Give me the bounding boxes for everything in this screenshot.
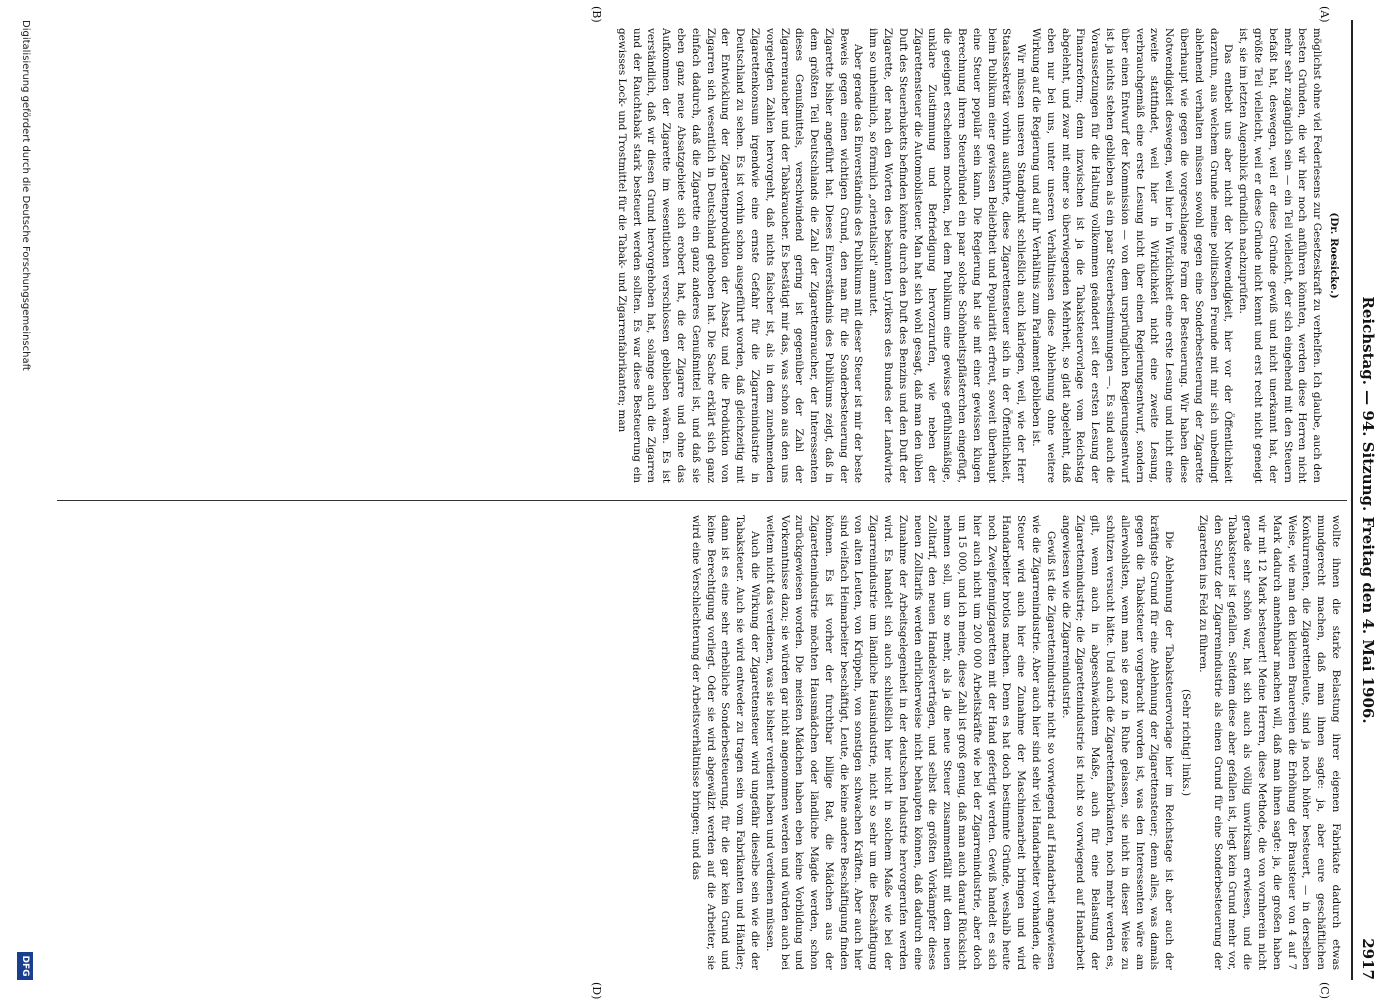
footer-credit: Digitalisierung gefördert durch die Deutsche Forschungsgemeinschaft: [20, 20, 31, 371]
margin-mark-d: (D): [590, 982, 603, 1000]
footer: [13, 0, 35, 1000]
left-column: [63, 28, 1343, 483]
margin-mark-c: (C): [1318, 982, 1331, 999]
header-rule: [1351, 20, 1353, 980]
paragraph: Die Ablehnung der Tabaksteuervorlage hier im Reichstage ist aber auch der kräftigste Grund für eine Ablehnung der Zigarettensteuer; denn alles, was damals gegen die Tabaksteuer vorgebracht worden ist, was den Interessenten wäre am allerwohlsten, wenn man sie ganz in Ruhe gelassen, sie nicht in dieser Weise zu schützen versucht hätte. Und auch die Zigarettenfabrikanten, noch mehr werden es, gilt, wenn auch in abgeschwächtem Maße, auch für eine Belastung der Zigarettenindustrie; die Zigarettenindustrie ist nicht so vorwiegend auf Handarbeit angewiesen wie die Zigarrenindustrie.: [1059, 515, 1176, 970]
margin-mark-a: (A): [1318, 6, 1331, 23]
page-number: 2917: [1359, 938, 1377, 980]
paragraph: möglichst ohne viel Federlesens zur Gesetzeskraft zu verhelfen. Ich glaube, auch den besten Gründen, die wir hier noch anführen könnten, werden diese Herren nicht mehr sehr zugänglich sein — ein Teil vielleicht, der sich eingehend mit den Steuern befaßt hat, deswegen, weil er diese Gründe gewiß und nicht unerkannt hat, der größte Teil vielleicht, weil er diese Gründe nicht kennt und erst recht nicht geneigt ist, sie im letzten Augenblick gründlich nachzuprüfen.: [1237, 28, 1324, 483]
paragraph: Aber gerade das Einverständnis des Publikums mit dieser Steuer ist mir der beste Beweis gegen einen wichtigen Grund, den man für die Sonderbesteuerung der Zigarette bisher angeführt hat. Dieses Einverständnis des Publikums zeigt, daß in dem größten Teil Deutschlands die Zahl der Zigarettenraucher, der Interessenten dieses Genußmittels, verschwindend gering ist gegenüber der Zahl der Zigarrenraucher und der Tabakraucher. Es bestätigt mir das, was schon aus den uns vorgelegten Zahlen hervorgeht, daß nichts falscher ist, als in dem zunehmenden Zigarettenkonsum irgendwie eine ernste Gefahr für die Zigarrenindustrie in Deutschland zu sehen. Es ist vorhin schon ausgeführt worden, daß gleichzeitig mit der Entwicklung der Zigarettenproduktion der Absatz und die Produktion von Zigarren sich wesentlich in Deutschland gehoben hat. Die Sache erklärt sich ganz einfach dadurch, daß die Zigarette ein ganz anderes Genußmittel ist, und daß sie eben ganz neue Absatzgebiete sich erobert hat, die der Zigarre und ohne das Aufkommen der Zigarette im wesentlichen verschlossen geblieben wären. Es ist verständlich, daß wir diesen Grund hervorgehoben hat, solange auch die Zigarren und der Rauchtabak stark besteuert werden sollten. Es war diese Besteuerung ein gewisses Lock- und Trostmittel für die Tabak- und Zigarrenfabrikanten; man: [615, 28, 865, 483]
dfg-logo-icon: DFG: [17, 952, 33, 980]
header-title: Reichstag. — 94. Sitzung. Freitag den 4. Mai 1906.: [1359, 296, 1377, 724]
column-divider: [57, 500, 1347, 501]
paragraph: wollte ihnen die starke Belastung ihrer eigenen Fabrikate dadurch etwas mundgerecht machen, daß man ihnen sagte: ja, aber eure geschäftlichen Konkurrenten, die Zigarettenleute, sind ja noch höher besteuert, — in derselben Weise, wie man den kleinen Brauereien die Erhöhung der Brausteuer von 4 auf 7 Mark dadurch annehmbar machen will, daß man ihnen sagte: ja, die großen haben wir mit 12 Mark besteuert! Meine Herren, diese Methode, die von vornherein nicht gerade sehr schön war, hat sich auch als völlig unwirksam erwiesen, und die Tabaksteuer ist gefallen. Seitdem diese aber gefallen ist, liegt kein Grund mehr vor, den Schutz der Zigarrenindustrie als einen Grund für eine Sonderbesteuerung der Zigaretten ins Feld zu führen.: [1196, 515, 1342, 970]
speaker-label: (Dr. Roesicke.): [1328, 212, 1340, 299]
paragraph: Wir müssen unseren Standpunkt schließlich auch klarlegen, weil, wie der Herr Staatssekretär vorhin ausführte, diese Zigarettensteuer sich in der Öffentlichkeit, beim Publikum einer gewissen Beliebtheit und Popularität erfreut, soweit überhaupt eine Steuer populär sein kann. Die Regierung hat sie mit einer gewissen klugen Berechnung ihrem Steuerbündel ein paar solche Schönheitspflästerchen eingefügt, die geeignet erscheinen mochten, bei dem Publikum eine gewisse gefühlsmäßige, unklare Zustimmung und Befriedigung hervorzurufen, wie neben der Zigarettensteuer die Automobilsteuer. Man hat sich wohl gesagt, daß man den üblen Duft des Steuerbuketts befinden könnte durch den Duft des Benzins und den Duft der Zigarette, der nach den Worten des bekannten Lyrikers des Bundes der Landwirte ihm so unheimlich, so förmlich „orientalisch" anmutet.: [867, 28, 1028, 483]
paragraph: Auch die Wirkung der Zigarettensteuer wird ungefähr dieselbe sein wie die der Tabaksteuer. Auch sie wird entweder zu tragen sein vom Fabrikanten und Händler; dann ist es eine sehr erhebliche Sonderbesteuerung, für die gar kein Grund und keine Berechtigung vorliegt. Oder sie wird abgewälzt werden auf die Arbeiter, sie wird eine Verschlechterung der Arbeitsverhältnisse bringen; und das: [689, 515, 761, 970]
margin-mark-b: (B): [590, 6, 603, 23]
paragraph: Gewiß ist die Zigarettenindustrie nicht so vorwiegend auf Handarbeit angewiesen wie die Zigarrenindustrie. Aber auch hier sind sehr viel Handarbeiter vorhanden, die Steuer wird auch hier eine Zunahme der Maschinenarbeit bringen und wird Handarbeiter brotlos machen. Denn es hat doch bestimmte Gründe, weshalb heute noch Zweipfennigzigaretten mit der Hand gefertigt werden. Gewiß handelt es sich hier auch nicht um 200 000 Arbeitskräfte wie bei der Zigarrenindustrie, aber doch um 15 000, und ich meine, diese Zahl ist groß genug, daß man auch darauf Rücksicht nehmen soll, um so mehr, als ja die neue Steuer zusammenfällt mit dem neuen Zolltarif, den neuen Handelsverträgen, und selbst die größten Vorkämpfer dieses neuen Zolltarifs werden ehrlicherweise nicht behaupten können, daß dadurch eine Zunahme der Arbeitsgelegenheit in der deutschen Industrie hervorgerufen werden wird. Es handelt sich auch schließlich hier nicht in solchem Maße wie bei der Zigarrenindustrie um ländliche Hausindustrie, nicht so sehr um die Beschäftigung von alten Leuten, von Krüppeln, von sonstigen schwachen Kräften. Aber auch hier sind vielfach Heimarbeiter beschäftigt, Leute, die keine andere Beschäftigung finden können. Es ist vorher der furchtbar billige Rat, die Mädchen aus der Zigarettenindustrie möchten Hausmädchen oder ländliche Mägde werden, schon zurückgewiesen worden. Die meisten Mädchen haben eben keine Vorbildung und Vorkenntnisse dazu; sie würden gar nicht angenommen werden und würden auch bei weitem nicht das verdienen, was sie bisher verdient haben und verdienen müssen.: [763, 515, 1057, 970]
interjection: (Sehr richtig! links.): [1180, 688, 1193, 797]
paragraph: Das entbebt uns aber nicht der Notwendigkeit, hier vor der Öffentlichkeit darzutun, aus welchem Grunde meine politischen Freunde mit mir sich unbedingt ablehnend verhalten müssen sowohl gegen eine Sonderbesteuerung der Zigarette überhaupt wie gegen die vorgeschlagene Form der Besteuerung. Wir haben diese Notwendigkeit deswegen, weil hier in Wirklichkeit eine erste Lesung und nicht eine zweite stattfindet, weil hier in Wirklichkeit nicht eine zweite Lesung, verbrauchgemäß eine erste Lesung nicht über einen Regierungsentwurf, sondern über einen Entwurf der Kommission — von dem ursprünglichen Regierungsentwurf ist ja nichts stehen geblieben als ein paar Steuerbestimmungen —. Es sind auch die Voraussetzungen für die Haltung vollkommen geändert seit der ersten Lesung der Finanzreform; denn inzwischen ist ja die Tabaksteuervorlage vom Reichstag abgelehnt, und zwar mit einer so überwiegenden Mehrheit, so glatt abgelehnt, daß eben nur bei uns, unter unseren Verhältnissen diese Ablehnung ohne weitere Wirkung auf die Regierung und auf ihr Verhältnis zum Parlament geblieben ist.: [1030, 28, 1235, 483]
right-column: [63, 515, 1343, 970]
